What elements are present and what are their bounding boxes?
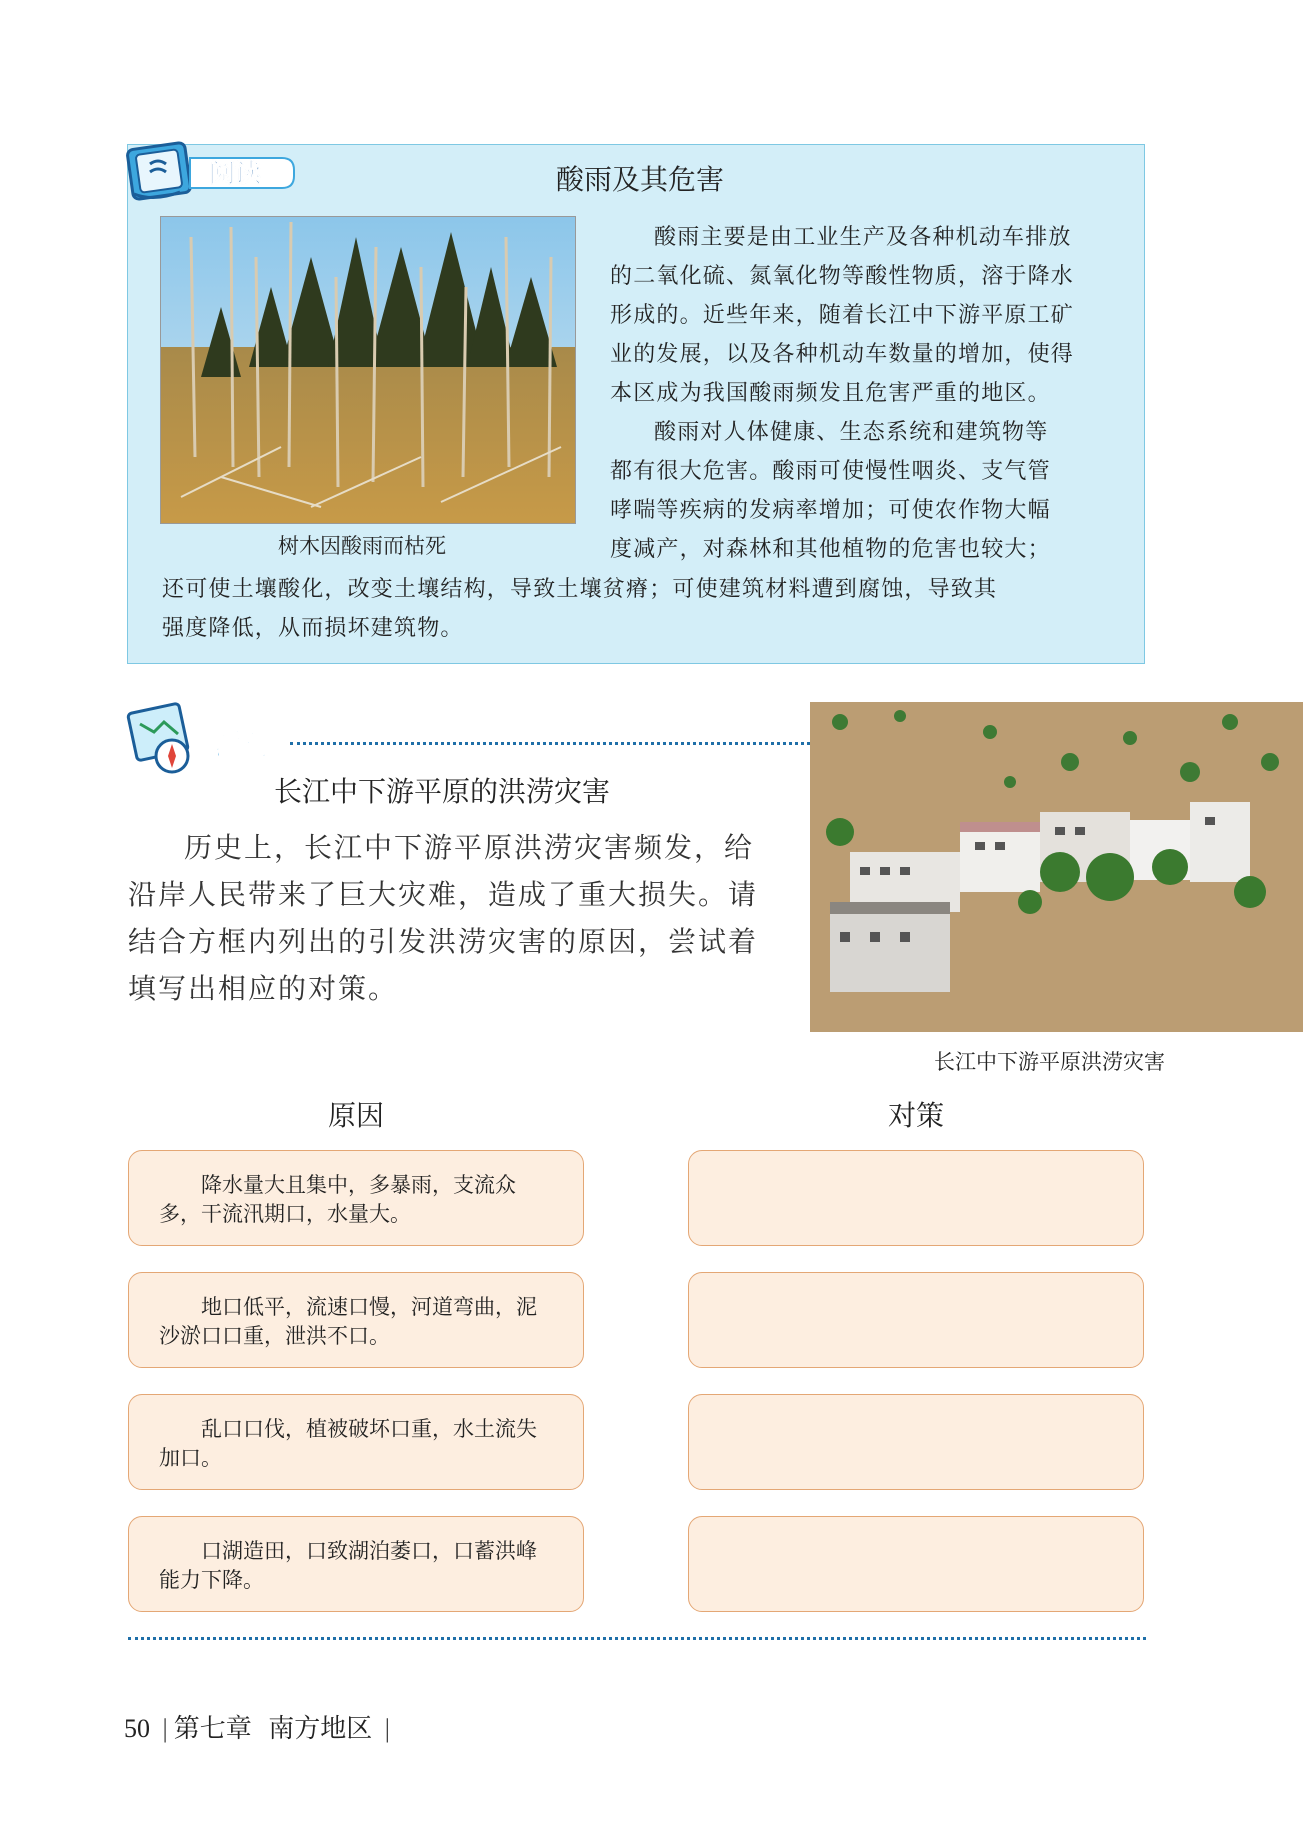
measure-box[interactable] <box>688 1150 1144 1246</box>
reading-line: 形成的。近些年来，随着长江中下游平原工矿 <box>610 303 1075 328</box>
reading-line: 酸雨对人体健康、生态系统和建筑物等 <box>654 420 1049 445</box>
flood-photo <box>810 702 1303 1032</box>
reading-line: 哮喘等疾病的发病率增加；可使农作物大幅 <box>610 498 1051 523</box>
footer-chapter: 第七章 <box>173 1714 252 1743</box>
cause-text: 地口低平，流速口慢，河道弯曲，泥沙淤口口重，泄洪不口。 <box>159 1295 537 1348</box>
forest-photo <box>160 216 576 524</box>
map-compass-icon <box>128 703 189 772</box>
reading-paragraph-tail <box>162 570 1132 648</box>
activity-divider-top <box>290 742 810 745</box>
flood-photo-caption: 长江中下游平原洪涝灾害 <box>934 1050 1165 1074</box>
cause-box <box>128 1394 584 1490</box>
reading-title: 酸雨及其危害 <box>555 163 724 196</box>
cause-text: 乱口口伐，植被破坏口重，水土流失加口。 <box>159 1417 537 1470</box>
reading-line: 的二氧化硫、氮氧化物等酸性物质，溶于降水 <box>610 264 1075 289</box>
cause-box <box>128 1516 584 1612</box>
page-number: 50 <box>124 1714 150 1743</box>
cause-text: 口湖造田，口致湖泊萎口，口蓄洪峰能力下降。 <box>159 1539 537 1592</box>
footer-separator: | <box>384 1714 390 1743</box>
reading-paragraph <box>610 218 1120 569</box>
measure-column-header: 对策 <box>888 1099 945 1132</box>
footer-separator: | <box>162 1714 168 1743</box>
cause-box <box>128 1272 584 1368</box>
reading-badge <box>120 138 306 208</box>
page-footer <box>124 1708 396 1745</box>
measure-box[interactable] <box>688 1394 1144 1490</box>
reading-line: 都有很大危害。酸雨可使慢性咽炎、支气管 <box>610 459 1051 484</box>
activity-badge-label: 活动 <box>213 728 271 761</box>
measure-box[interactable] <box>688 1516 1144 1612</box>
forest-photo-caption: 树木因酸雨而枯死 <box>278 534 446 558</box>
cause-text: 降水量大且集中，多暴雨，支流众多，干流汛期口，水量大。 <box>159 1173 516 1226</box>
activity-divider-bottom <box>128 1637 1146 1640</box>
reading-line: 强度降低，从而损坏建筑物。 <box>162 616 464 641</box>
reading-line: 还可使土壤酸化，改变土壤结构，导致土壤贫瘠；可使建筑材料遭到腐蚀，导致其 <box>162 577 998 602</box>
reading-line: 本区成为我国酸雨频发且危害严重的地区。 <box>610 381 1051 406</box>
activity-body <box>128 824 778 1012</box>
notebook-icon <box>127 142 191 200</box>
cause-box <box>128 1150 584 1246</box>
reading-line: 酸雨主要是由工业生产及各种机动车排放 <box>654 225 1072 250</box>
reading-badge-label: 阅读 <box>208 159 262 189</box>
reading-line: 业的发展，以及各种机动车数量的增加，使得 <box>610 342 1075 367</box>
activity-body-text: 历史上，长江中下游平原洪涝灾害频发，给沿岸人民带来了巨大灾难，造成了重大损失。请结合方框内列出的引发洪涝灾害的原因，尝试着填写出相应的对策。 <box>128 831 759 1005</box>
activity-badge <box>126 702 286 782</box>
reading-line: 度减产，对森林和其他植物的危害也较大； <box>610 537 1051 562</box>
activity-title: 长江中下游平原的洪涝灾害 <box>274 775 611 808</box>
footer-section: 南方地区 <box>268 1714 373 1743</box>
cause-column-header: 原因 <box>328 1099 385 1132</box>
measure-box[interactable] <box>688 1272 1144 1368</box>
